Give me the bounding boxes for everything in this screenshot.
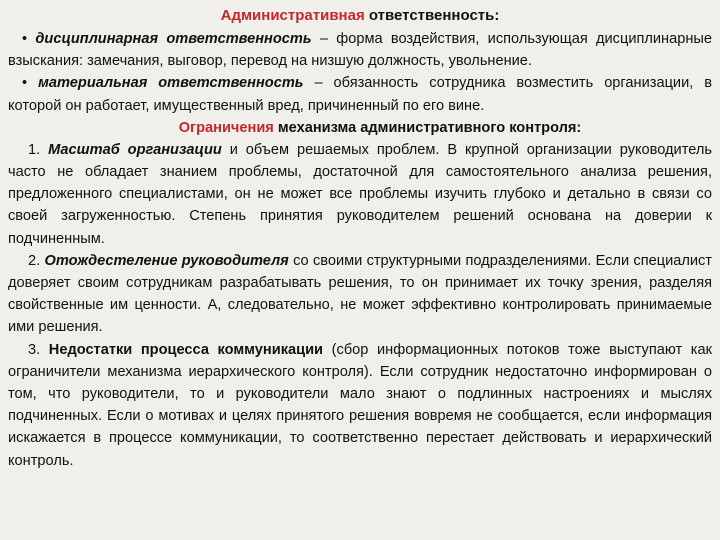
item-term: Недостатки процесса коммуникации (48, 341, 324, 358)
bullet-text: – обязанность сотрудника возместить организации, в которой он работает, имущественный вред, причиненный по его вине. (8, 75, 713, 114)
item-number: 2. (28, 252, 45, 269)
bullet-marker: • (22, 75, 39, 92)
numbered-item (8, 339, 712, 472)
item-text: (сбор информационных потоков тоже выступают как ограничители механизма иерархического контроля). Если сотрудник недостаточно информирован о том, что руководители, то и руководители мало знают о подлинных настроениях и мыслях подчиненных. Если о мотивах и целях принятого решения вовремя не сообщается, если информация искажается в процессе коммуникации, то соответственно перестает действовать и иерархический контроль. (8, 341, 712, 469)
section-subtitle (8, 117, 712, 139)
subtitle-rest: механизма административного контроля: (273, 119, 582, 136)
bullet-term: дисциплинарная ответственность (35, 31, 312, 47)
subtitle-highlight: Ограничения (178, 119, 274, 136)
item-text: и объем решаемых проблем. В крупной организации руководитель часто не обладает знанием проблемы, достаточной для самостоятельного анализа решения, предложенного специалистами, он не может все проблемы изучить глубоко и детально в связи со своей загруженностью. Степень принятия руководителем решений основана на доверии к подчиненным. (8, 141, 712, 247)
numbered-list (8, 139, 712, 472)
bullet-marker: • (22, 31, 36, 47)
item-number: 3. (28, 341, 49, 358)
bullet-item (8, 28, 712, 72)
bullet-item (8, 72, 712, 116)
bullet-text: – форма воздействия, использующая дисциплинарные взыскания: замечания, выговор, перевод на низшую должность, увольнение. (8, 31, 712, 70)
numbered-item (8, 250, 712, 339)
title-highlight: Административная (220, 7, 365, 24)
title-rest: ответственность: (364, 7, 500, 24)
bullet-term: материальная ответственность (38, 75, 304, 92)
item-term: Отождестеление руководителя (44, 252, 289, 269)
item-text: со своими структурными подразделениями. Если специалист доверяет своим сотрудникам разрабатывать решения, то он принимает их точку зрения, разделяя свойственные им ценности. А, следовательно, не может эффективно контролировать принимаемые ими решения. (8, 252, 712, 336)
slide-title (8, 4, 712, 28)
item-term: Масштаб организации (48, 141, 222, 158)
item-number: 1. (28, 141, 49, 158)
bullet-list (8, 28, 712, 117)
numbered-item (8, 139, 712, 250)
